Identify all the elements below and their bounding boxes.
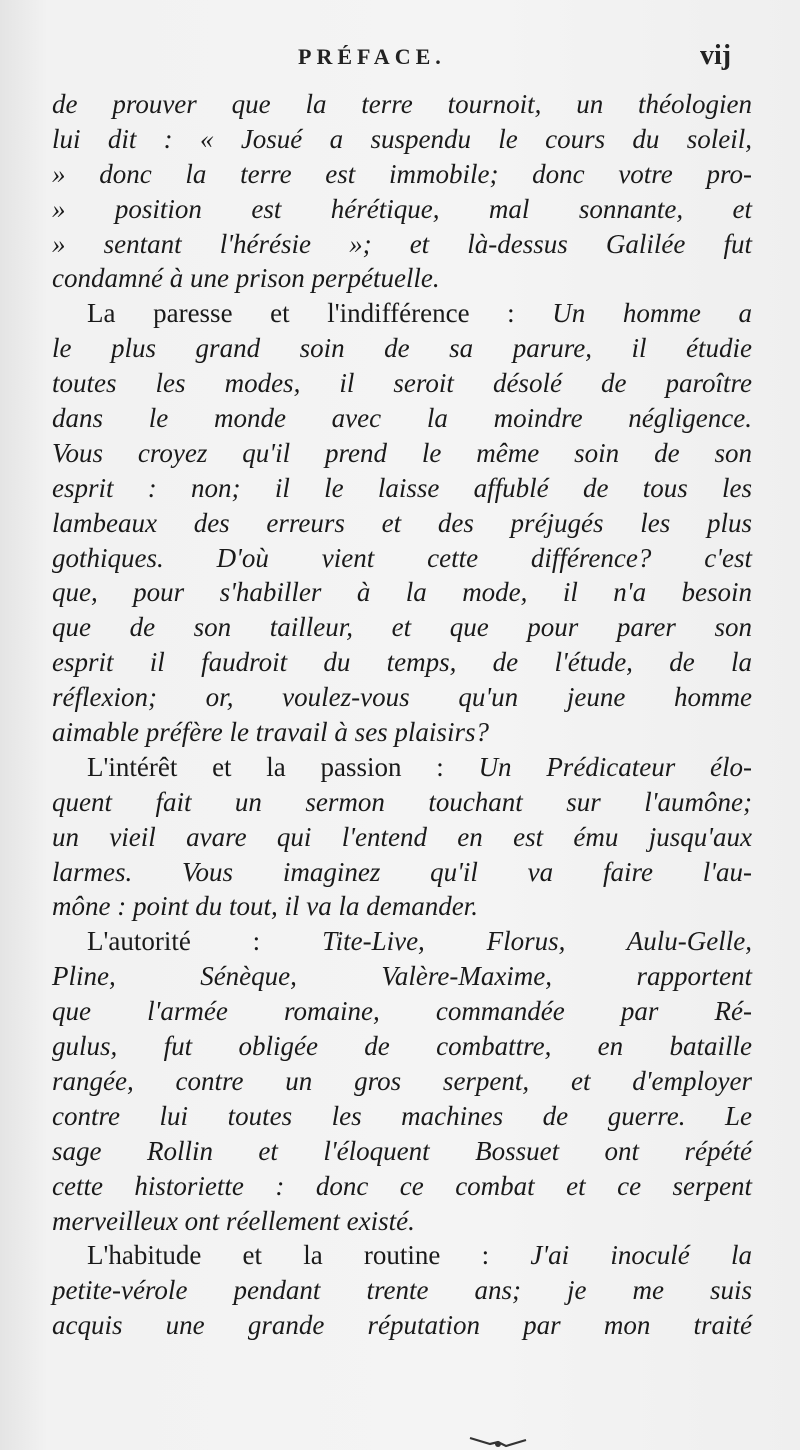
line-text: contre lui toutes les machines de guerre. Le	[52, 1100, 752, 1131]
text-line	[52, 192, 752, 227]
line-text: esprit : non; il le laisse affublé de tous les	[52, 472, 752, 503]
line-text: dans le monde avec la moindre négligence.	[52, 403, 752, 434]
running-head	[0, 40, 800, 84]
line-text: lui dit : « Josué a suspendu le cours du soleil,	[52, 123, 752, 154]
paragraph-lead-in: L'autorité :	[87, 926, 323, 957]
text-line	[52, 541, 752, 576]
page-number: vij	[700, 40, 732, 71]
line-text: acquis une grande réputation par mon traité	[52, 1310, 752, 1341]
text-line	[52, 680, 752, 715]
text-line	[52, 1099, 752, 1134]
line-text: toutes les modes, il seroit désolé de paroître	[52, 368, 752, 399]
line-text: cette historiette : donc ce combat et ce serpent	[52, 1170, 752, 1201]
paragraph-lead-in: L'habitude et la routine :	[87, 1240, 531, 1271]
text-line	[52, 436, 752, 471]
line-text: aimable préfère le travail à ses plaisirs?	[52, 717, 489, 748]
line-text: que l'armée romaine, commandée par Ré-	[52, 996, 752, 1027]
line-text: » sentant l'hérésie »; et là-dessus Galilée fut	[52, 228, 752, 259]
printer-ornament-icon	[468, 1432, 528, 1450]
running-head-title: PRÉFACE.	[298, 44, 446, 69]
line-text: Un homme a	[552, 298, 752, 329]
body-text	[52, 87, 752, 1343]
text-line	[52, 1029, 752, 1064]
line-text: Vous croyez qu'il prend le même soin de son	[52, 437, 752, 468]
line-text: esprit il faudroit du temps, de l'étude, de la	[52, 647, 752, 678]
line-text: Un Prédicateur élo-	[478, 751, 753, 782]
text-line	[52, 1273, 752, 1308]
line-text: quent fait un sermon touchant sur l'aumône;	[52, 786, 752, 817]
text-line	[52, 506, 752, 541]
line-text: le plus grand soin de sa parure, il étudie	[52, 333, 752, 364]
text-line	[52, 227, 752, 262]
text-line	[52, 471, 752, 506]
line-text: condamné à une prison perpétuelle.	[52, 263, 440, 294]
paragraph-lead-in: La paresse et l'indifférence :	[87, 298, 553, 329]
text-line	[52, 994, 752, 1029]
text-line	[52, 610, 752, 645]
paragraph-first-line	[52, 924, 752, 959]
line-text: sage Rollin et l'éloquent Bossuet ont répété	[52, 1135, 752, 1166]
text-line	[52, 157, 752, 192]
line-text: un vieil avare qui l'entend en est ému jusqu'aux	[52, 821, 752, 852]
paragraph-first-line	[52, 750, 752, 785]
line-text: que de son tailleur, et que pour parer son	[52, 612, 752, 643]
text-line	[52, 1308, 752, 1343]
line-text: » donc la terre est immobile; donc votre pro-	[52, 158, 752, 189]
line-text: merveilleux ont réellement existé.	[52, 1205, 415, 1236]
line-text: gothiques. D'où vient cette différence? c'est	[52, 542, 752, 573]
line-text: mône : point du tout, il va la demander.	[52, 891, 478, 922]
line-text: Tite-Live, Florus, Aulu-Gelle,	[322, 926, 753, 957]
text-line	[52, 785, 752, 820]
text-line	[52, 645, 752, 680]
text-line	[52, 366, 752, 401]
line-text: rangée, contre un gros serpent, et d'employer	[52, 1065, 752, 1096]
line-text: » position est hérétique, mal sonnante, et	[52, 193, 752, 224]
text-line	[52, 820, 752, 855]
paragraph-lead-in: L'intérêt et la passion :	[87, 751, 479, 782]
text-line	[52, 331, 752, 366]
text-line	[52, 1204, 752, 1239]
text-line	[52, 889, 752, 924]
text-line	[52, 959, 752, 994]
line-text: gulus, fut obligée de combattre, en bataille	[52, 1031, 752, 1062]
paragraph-first-line	[52, 1238, 752, 1273]
text-line	[52, 261, 752, 296]
text-line	[52, 1064, 752, 1099]
text-line	[52, 575, 752, 610]
text-line	[52, 1134, 752, 1169]
text-line	[52, 87, 752, 122]
paragraph-first-line	[52, 296, 752, 331]
line-text: de prouver que la terre tournoit, un théologien	[52, 89, 752, 119]
line-text: J'ai inoculé la	[530, 1240, 752, 1271]
text-line	[52, 122, 752, 157]
line-text: petite-vérole pendant trente ans; je me suis	[52, 1275, 752, 1306]
line-text: réflexion; or, voulez-vous qu'un jeune homme	[52, 682, 752, 713]
text-line	[52, 1169, 752, 1204]
line-text: Pline, Sénèque, Valère-Maxime, rapportent	[52, 961, 752, 992]
line-text: larmes. Vous imaginez qu'il va faire l'au-	[52, 856, 752, 887]
line-text: que, pour s'habiller à la mode, il n'a besoin	[52, 577, 752, 608]
text-line	[52, 855, 752, 890]
line-text: lambeaux des erreurs et des préjugés les plus	[52, 507, 752, 538]
text-line	[52, 401, 752, 436]
text-line	[52, 715, 752, 750]
